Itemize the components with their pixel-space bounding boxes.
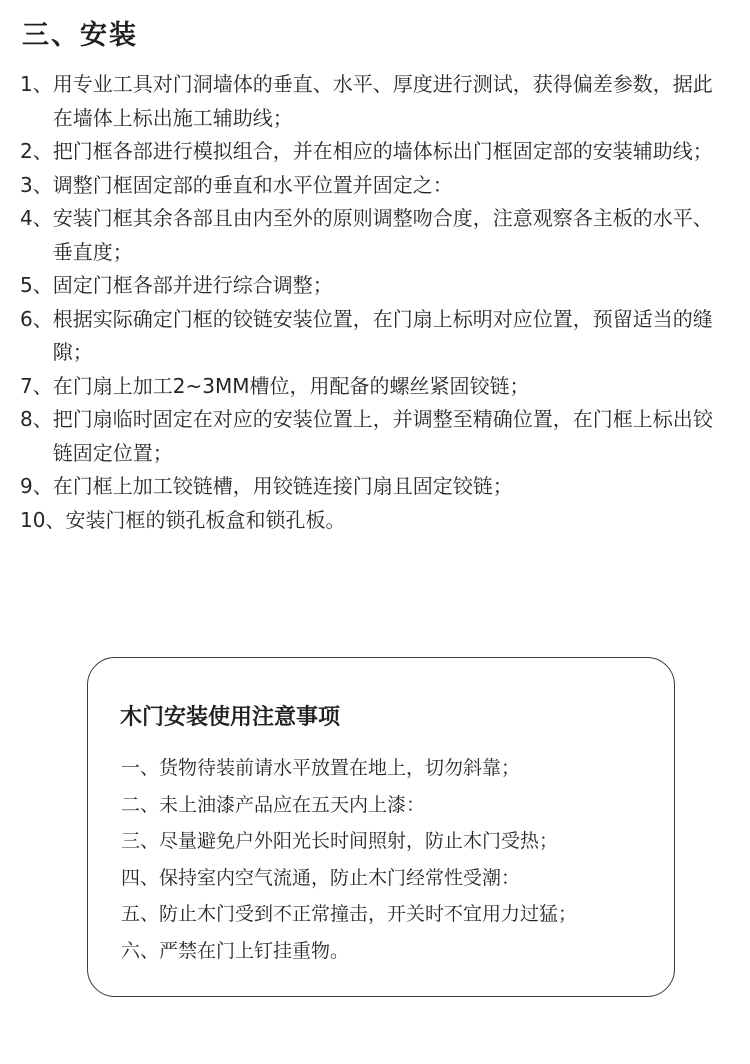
section-title: 三、安装 [22,20,138,51]
step-text: 在门扇上加工2~3MM槽位，用配备的螺丝紧固铰链； [52,373,530,398]
notice-item: 一、货物待装前请水平放置在地上，切勿斜靠； [121,757,521,779]
step-number: 8、 [20,407,53,431]
notice-list [121,750,661,969]
step-text: 把门扇临时固定在对应的安装位置上，并调整至精确位置，在门框上标出铰链固定位置； [52,407,713,465]
step-text: 把门框各部进行模拟组合，并在相应的墙体标出门框固定部的安装辅助线； [52,139,713,163]
notice-item: 六、严禁在门上钉挂重物。 [121,939,350,962]
step-number: 3、 [20,172,53,197]
notice-item: 三、尽量避免户外阳光长时间照射，防止木门受热； [121,830,559,852]
step-text: 在门框上加工铰链槽，用铰链连接门扇且固定铰链； [52,474,513,498]
notice-title: 木门安装使用注意事项 [120,705,341,730]
step-7 [20,370,732,404]
step-number: 2、 [20,139,53,163]
step-number: 9、 [20,474,53,498]
step-text: 安装门框其余各部且由内至外的原则调整吻合度，注意观察各主板的水平、垂直度； [52,206,713,264]
step-number: 1、 [20,72,53,96]
step-text: 固定门框各部并进行综合调整； [52,273,333,297]
step-number: 10、 [20,507,66,532]
step-5 [20,269,732,303]
step-text: 调整门框固定部的垂直和水平位置并固定之： [52,172,453,197]
step-text: 根据实际确定门框的铰链安装位置，在门扇上标明对应位置，预留适当的缝隙； [52,306,713,364]
step-number: 5、 [20,273,53,297]
step-text: 安装门框的锁孔板盒和锁孔板。 [65,507,346,532]
notice-item: 二、未上油漆产品应在五天内上漆： [121,793,426,816]
step-number: 7、 [20,373,53,398]
step-number: 4、 [20,206,53,230]
step-4 [20,202,732,269]
step-number: 6、 [20,306,53,331]
notice-item: 四、保持室内空气流通，防止木门经常性受潮： [121,866,521,889]
installation-steps [20,68,732,537]
step-1 [20,68,732,135]
step-3 [20,169,732,203]
step-6 [20,303,732,370]
notice-item: 五、防止木门受到不正常撞击，开关时不宜用力过猛； [121,903,578,925]
step-10 [20,504,732,538]
step-text: 用专业工具对门洞墙体的垂直、水平、厚度进行测试，获得偏差参数，据此在墙体上标出施工辅助线； [52,72,713,130]
step-8 [20,403,732,470]
step-2 [20,135,732,169]
step-9 [20,470,732,504]
notice-box [87,657,675,997]
